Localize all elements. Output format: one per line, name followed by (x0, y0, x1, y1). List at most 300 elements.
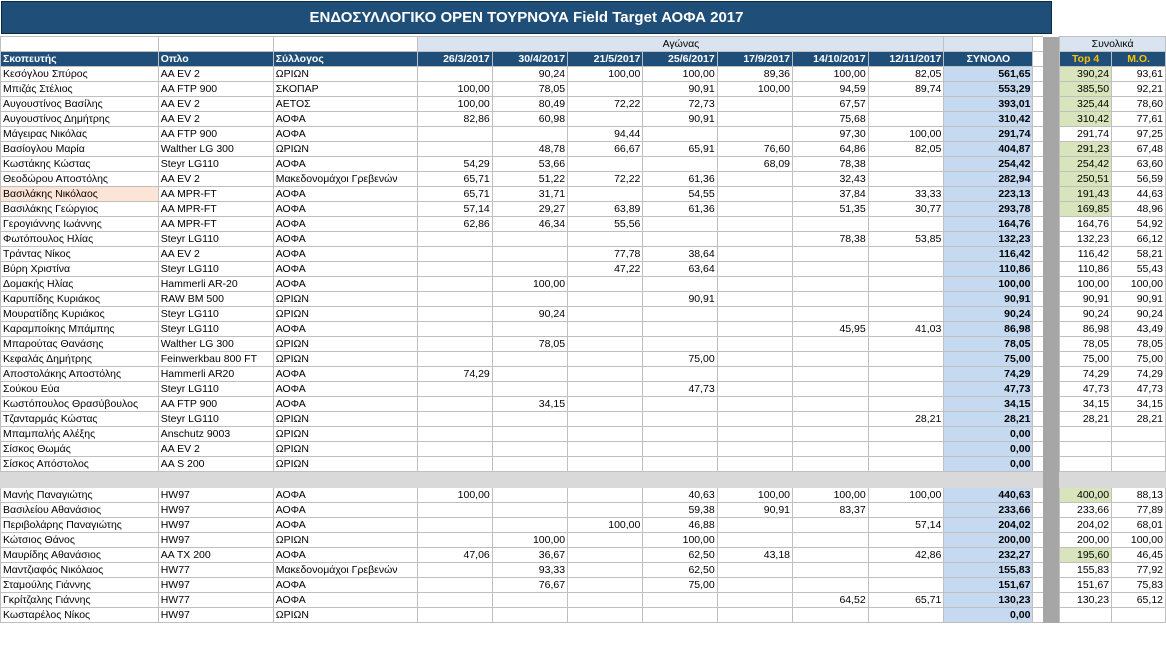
total-cell[interactable]: 155,83 (944, 563, 1033, 578)
shooter-name-cell[interactable]: Φωτόπουλος Ηλίας (1, 232, 159, 247)
weapon-cell[interactable]: AA EV 2 (158, 97, 273, 112)
club-cell[interactable]: ΑΟΦΑ (273, 322, 418, 337)
score-cell[interactable]: 60,98 (492, 112, 567, 127)
score-cell[interactable]: 75,00 (643, 352, 717, 367)
score-cell[interactable]: 64,52 (793, 593, 869, 608)
top4-cell[interactable]: 250,51 (1060, 172, 1112, 187)
score-cell[interactable] (793, 277, 869, 292)
club-cell[interactable]: ΩΡΙΩΝ (273, 307, 418, 322)
score-cell[interactable] (717, 608, 792, 623)
weapon-cell[interactable]: Hammerli AR20 (158, 367, 273, 382)
score-cell[interactable] (492, 382, 567, 397)
avg-cell[interactable]: 75,83 (1112, 578, 1166, 593)
score-cell[interactable]: 100,00 (568, 67, 643, 82)
weapon-cell[interactable]: Steyr LG110 (158, 382, 273, 397)
score-cell[interactable]: 65,71 (418, 172, 492, 187)
score-cell[interactable] (717, 97, 792, 112)
weapon-cell[interactable]: HW97 (158, 533, 273, 548)
score-cell[interactable] (418, 533, 492, 548)
score-cell[interactable] (418, 337, 492, 352)
score-cell[interactable]: 100,00 (717, 82, 792, 97)
score-cell[interactable]: 45,95 (793, 322, 869, 337)
club-cell[interactable]: ΑΟΦΑ (273, 488, 418, 503)
score-cell[interactable] (793, 442, 869, 457)
shooter-name-cell[interactable]: Μαντζιαφός Νικόλαος (1, 563, 159, 578)
score-cell[interactable] (643, 337, 717, 352)
score-cell[interactable]: 72,22 (568, 172, 643, 187)
avg-cell[interactable]: 68,01 (1112, 518, 1166, 533)
total-cell[interactable]: 293,78 (944, 202, 1033, 217)
score-cell[interactable] (418, 518, 492, 533)
top4-cell[interactable] (1060, 608, 1112, 623)
club-cell[interactable]: ΑΕΤΟΣ (273, 97, 418, 112)
score-cell[interactable]: 72,73 (643, 97, 717, 112)
weapon-cell[interactable]: HW97 (158, 488, 273, 503)
score-cell[interactable]: 36,67 (492, 548, 567, 563)
score-cell[interactable] (568, 307, 643, 322)
shooter-name-cell[interactable]: Κωστόπουλος Θρασύβουλος (1, 397, 159, 412)
club-cell[interactable]: ΣΚΟΠΑΡ (273, 82, 418, 97)
score-cell[interactable] (568, 292, 643, 307)
avg-cell[interactable]: 90,91 (1112, 292, 1166, 307)
score-cell[interactable] (868, 397, 944, 412)
score-cell[interactable] (418, 277, 492, 292)
weapon-cell[interactable]: AA S 200 (158, 457, 273, 472)
score-cell[interactable] (868, 427, 944, 442)
total-cell[interactable]: 132,23 (944, 232, 1033, 247)
avg-cell[interactable]: 97,25 (1112, 127, 1166, 142)
score-cell[interactable] (492, 608, 567, 623)
weapon-cell[interactable]: Walther LG 300 (158, 337, 273, 352)
score-cell[interactable] (868, 352, 944, 367)
score-cell[interactable] (793, 367, 869, 382)
shooter-name-cell[interactable]: Μανής Παναγιώτης (1, 488, 159, 503)
shooter-name-cell[interactable]: Δομακής Ηλίας (1, 277, 159, 292)
score-cell[interactable] (418, 412, 492, 427)
weapon-cell[interactable]: HW97 (158, 518, 273, 533)
weapon-cell[interactable]: AA EV 2 (158, 67, 273, 82)
shooter-name-cell[interactable]: Κεσόγλου Σπύρος (1, 67, 159, 82)
score-cell[interactable] (568, 232, 643, 247)
top4-cell[interactable]: 169,85 (1060, 202, 1112, 217)
score-cell[interactable]: 93,33 (492, 563, 567, 578)
shooter-name-cell[interactable]: Σταμούλης Γιάννης (1, 578, 159, 593)
score-cell[interactable] (643, 397, 717, 412)
score-cell[interactable] (793, 457, 869, 472)
avg-cell[interactable]: 92,21 (1112, 82, 1166, 97)
club-cell[interactable]: ΩΡΙΩΝ (273, 412, 418, 427)
score-cell[interactable] (793, 247, 869, 262)
club-cell[interactable]: ΩΡΙΩΝ (273, 533, 418, 548)
score-cell[interactable] (793, 292, 869, 307)
shooter-name-cell[interactable]: Κεφαλάς Δημήτρης (1, 352, 159, 367)
score-cell[interactable] (418, 322, 492, 337)
total-cell[interactable]: 86,98 (944, 322, 1033, 337)
score-cell[interactable]: 41,03 (868, 322, 944, 337)
club-cell[interactable]: ΑΟΦΑ (273, 367, 418, 382)
total-cell[interactable]: 233,66 (944, 503, 1033, 518)
score-cell[interactable] (868, 533, 944, 548)
shooter-name-cell[interactable]: Γερογιάννης Ιωάννης (1, 217, 159, 232)
score-cell[interactable]: 76,67 (492, 578, 567, 593)
shooter-name-cell[interactable]: Μάγειρας Νικόλας (1, 127, 159, 142)
score-cell[interactable] (492, 457, 567, 472)
score-cell[interactable]: 31,71 (492, 187, 567, 202)
score-cell[interactable] (418, 563, 492, 578)
avg-cell[interactable]: 78,05 (1112, 337, 1166, 352)
score-cell[interactable] (492, 262, 567, 277)
score-cell[interactable] (868, 172, 944, 187)
score-cell[interactable] (418, 442, 492, 457)
weapon-cell[interactable]: Steyr LG110 (158, 412, 273, 427)
total-cell[interactable]: 561,65 (944, 67, 1033, 82)
total-cell[interactable]: 34,15 (944, 397, 1033, 412)
score-cell[interactable]: 94,59 (793, 82, 869, 97)
total-cell[interactable]: 291,74 (944, 127, 1033, 142)
weapon-cell[interactable]: HW77 (158, 593, 273, 608)
score-cell[interactable]: 90,91 (643, 292, 717, 307)
score-cell[interactable] (492, 292, 567, 307)
score-cell[interactable] (568, 442, 643, 457)
score-cell[interactable] (568, 112, 643, 127)
score-cell[interactable] (492, 488, 567, 503)
club-cell[interactable]: ΩΡΙΩΝ (273, 427, 418, 442)
score-cell[interactable] (418, 382, 492, 397)
total-cell[interactable]: 28,21 (944, 412, 1033, 427)
score-cell[interactable]: 89,36 (717, 67, 792, 82)
top4-cell[interactable]: 34,15 (1060, 397, 1112, 412)
score-cell[interactable] (643, 157, 717, 172)
weapon-cell[interactable]: HW77 (158, 563, 273, 578)
score-cell[interactable] (418, 457, 492, 472)
avg-cell[interactable]: 77,92 (1112, 563, 1166, 578)
score-cell[interactable] (643, 232, 717, 247)
score-cell[interactable] (568, 337, 643, 352)
score-cell[interactable] (717, 172, 792, 187)
top4-cell[interactable]: 90,24 (1060, 307, 1112, 322)
weapon-cell[interactable]: AA FTP 900 (158, 397, 273, 412)
avg-cell[interactable]: 100,00 (1112, 277, 1166, 292)
score-cell[interactable] (717, 412, 792, 427)
score-cell[interactable] (793, 608, 869, 623)
score-cell[interactable]: 100,00 (492, 277, 567, 292)
score-cell[interactable] (793, 533, 869, 548)
score-cell[interactable]: 62,50 (643, 548, 717, 563)
weapon-cell[interactable]: HW97 (158, 608, 273, 623)
score-cell[interactable]: 65,71 (418, 187, 492, 202)
score-cell[interactable]: 100,00 (492, 533, 567, 548)
top4-cell[interactable]: 151,67 (1060, 578, 1112, 593)
score-cell[interactable] (418, 67, 492, 82)
club-cell[interactable]: ΑΟΦΑ (273, 518, 418, 533)
total-cell[interactable]: 204,02 (944, 518, 1033, 533)
score-cell[interactable]: 30,77 (868, 202, 944, 217)
club-cell[interactable]: ΩΡΙΩΝ (273, 352, 418, 367)
club-cell[interactable]: ΑΟΦΑ (273, 277, 418, 292)
score-cell[interactable] (793, 548, 869, 563)
score-cell[interactable]: 89,74 (868, 82, 944, 97)
score-cell[interactable] (793, 427, 869, 442)
score-cell[interactable] (717, 518, 792, 533)
score-cell[interactable] (643, 442, 717, 457)
top4-cell[interactable]: 130,23 (1060, 593, 1112, 608)
avg-cell[interactable]: 28,21 (1112, 412, 1166, 427)
club-cell[interactable]: ΑΟΦΑ (273, 112, 418, 127)
score-cell[interactable] (868, 578, 944, 593)
score-cell[interactable] (418, 608, 492, 623)
score-cell[interactable]: 67,57 (793, 97, 869, 112)
score-cell[interactable]: 43,18 (717, 548, 792, 563)
score-cell[interactable]: 100,00 (418, 97, 492, 112)
top4-cell[interactable] (1060, 457, 1112, 472)
club-cell[interactable]: ΩΡΙΩΝ (273, 67, 418, 82)
score-cell[interactable]: 66,67 (568, 142, 643, 157)
score-cell[interactable] (568, 352, 643, 367)
shooter-name-cell[interactable]: Θεοδώρου Αποστόλης (1, 172, 159, 187)
club-cell[interactable]: ΑΟΦΑ (273, 187, 418, 202)
avg-cell[interactable]: 100,00 (1112, 533, 1166, 548)
score-cell[interactable] (868, 277, 944, 292)
score-cell[interactable] (717, 533, 792, 548)
avg-cell[interactable]: 77,61 (1112, 112, 1166, 127)
score-cell[interactable] (418, 397, 492, 412)
score-cell[interactable] (418, 307, 492, 322)
top4-cell[interactable]: 390,24 (1060, 67, 1112, 82)
club-cell[interactable]: ΩΡΙΩΝ (273, 608, 418, 623)
score-cell[interactable]: 65,71 (868, 593, 944, 608)
score-cell[interactable] (568, 503, 643, 518)
score-cell[interactable] (418, 503, 492, 518)
score-cell[interactable] (643, 427, 717, 442)
total-cell[interactable]: 90,91 (944, 292, 1033, 307)
avg-cell[interactable] (1112, 427, 1166, 442)
club-cell[interactable]: ΑΟΦΑ (273, 593, 418, 608)
score-cell[interactable] (643, 608, 717, 623)
score-cell[interactable]: 63,64 (643, 262, 717, 277)
weapon-cell[interactable]: AA EV 2 (158, 247, 273, 262)
top4-cell[interactable]: 155,83 (1060, 563, 1112, 578)
total-cell[interactable]: 130,23 (944, 593, 1033, 608)
top4-cell[interactable]: 200,00 (1060, 533, 1112, 548)
score-cell[interactable] (717, 307, 792, 322)
score-cell[interactable] (717, 187, 792, 202)
top4-cell[interactable]: 74,29 (1060, 367, 1112, 382)
avg-cell[interactable]: 56,59 (1112, 172, 1166, 187)
total-cell[interactable]: 232,27 (944, 548, 1033, 563)
avg-cell[interactable]: 44,63 (1112, 187, 1166, 202)
total-cell[interactable]: 0,00 (944, 608, 1033, 623)
score-cell[interactable]: 63,89 (568, 202, 643, 217)
club-cell[interactable]: Μακεδονομάχοι Γρεβενών (273, 563, 418, 578)
score-cell[interactable]: 82,86 (418, 112, 492, 127)
club-cell[interactable]: ΑΟΦΑ (273, 262, 418, 277)
avg-cell[interactable]: 63,60 (1112, 157, 1166, 172)
score-cell[interactable] (643, 593, 717, 608)
weapon-cell[interactable]: AA FTP 900 (158, 127, 273, 142)
shooter-name-cell[interactable]: Αυγουστίνος Δημήτρης (1, 112, 159, 127)
score-cell[interactable] (717, 593, 792, 608)
score-cell[interactable]: 54,29 (418, 157, 492, 172)
score-cell[interactable] (418, 142, 492, 157)
shooter-name-cell[interactable]: Αποστολάκης Αποστόλης (1, 367, 159, 382)
top4-cell[interactable]: 310,42 (1060, 112, 1112, 127)
score-cell[interactable] (868, 307, 944, 322)
club-cell[interactable]: ΑΟΦΑ (273, 578, 418, 593)
score-cell[interactable] (568, 367, 643, 382)
score-cell[interactable]: 100,00 (568, 518, 643, 533)
score-cell[interactable] (717, 382, 792, 397)
top4-cell[interactable] (1060, 442, 1112, 457)
shooter-name-cell[interactable]: Σίσκος Θωμάς (1, 442, 159, 457)
score-cell[interactable] (568, 593, 643, 608)
top4-cell[interactable]: 90,91 (1060, 292, 1112, 307)
weapon-cell[interactable]: RAW BM 500 (158, 292, 273, 307)
score-cell[interactable]: 100,00 (717, 488, 792, 503)
weapon-cell[interactable]: Anschutz 9003 (158, 427, 273, 442)
score-cell[interactable] (492, 593, 567, 608)
weapon-cell[interactable]: Walther LG 300 (158, 142, 273, 157)
score-cell[interactable] (492, 518, 567, 533)
score-cell[interactable] (868, 608, 944, 623)
score-cell[interactable] (793, 382, 869, 397)
score-cell[interactable] (418, 352, 492, 367)
score-cell[interactable] (717, 578, 792, 593)
shooter-name-cell[interactable]: Βύρη Χριστίνα (1, 262, 159, 277)
score-cell[interactable] (643, 367, 717, 382)
score-cell[interactable]: 51,22 (492, 172, 567, 187)
score-cell[interactable] (868, 292, 944, 307)
score-cell[interactable] (568, 322, 643, 337)
score-cell[interactable]: 78,38 (793, 157, 869, 172)
score-cell[interactable] (643, 277, 717, 292)
score-cell[interactable]: 57,14 (868, 518, 944, 533)
avg-cell[interactable]: 78,60 (1112, 97, 1166, 112)
score-cell[interactable]: 75,68 (793, 112, 869, 127)
club-cell[interactable]: ΑΟΦΑ (273, 397, 418, 412)
total-cell[interactable]: 74,29 (944, 367, 1033, 382)
club-cell[interactable]: ΩΡΙΩΝ (273, 337, 418, 352)
score-cell[interactable] (643, 412, 717, 427)
score-cell[interactable] (793, 307, 869, 322)
score-cell[interactable] (492, 412, 567, 427)
score-cell[interactable] (568, 187, 643, 202)
score-cell[interactable]: 47,73 (643, 382, 717, 397)
score-cell[interactable]: 32,43 (793, 172, 869, 187)
score-cell[interactable] (868, 112, 944, 127)
avg-cell[interactable]: 34,15 (1112, 397, 1166, 412)
avg-cell[interactable]: 55,43 (1112, 262, 1166, 277)
score-cell[interactable] (418, 232, 492, 247)
avg-cell[interactable]: 47,73 (1112, 382, 1166, 397)
avg-cell[interactable]: 65,12 (1112, 593, 1166, 608)
score-cell[interactable] (717, 112, 792, 127)
avg-cell[interactable] (1112, 457, 1166, 472)
weapon-cell[interactable]: AA EV 2 (158, 172, 273, 187)
club-cell[interactable]: ΑΟΦΑ (273, 503, 418, 518)
score-cell[interactable] (868, 503, 944, 518)
score-cell[interactable] (568, 457, 643, 472)
shooter-name-cell[interactable]: Μπαμπαλής Αλέξης (1, 427, 159, 442)
shooter-name-cell[interactable]: Μουρατίδης Κυριάκος (1, 307, 159, 322)
score-cell[interactable]: 82,05 (868, 67, 944, 82)
weapon-cell[interactable]: AA EV 2 (158, 112, 273, 127)
total-cell[interactable]: 310,42 (944, 112, 1033, 127)
top4-cell[interactable]: 132,23 (1060, 232, 1112, 247)
weapon-cell[interactable]: Steyr LG110 (158, 232, 273, 247)
score-cell[interactable]: 74,29 (418, 367, 492, 382)
score-cell[interactable] (717, 367, 792, 382)
score-cell[interactable]: 78,05 (492, 337, 567, 352)
score-cell[interactable] (793, 337, 869, 352)
score-cell[interactable]: 33,33 (868, 187, 944, 202)
score-cell[interactable] (568, 82, 643, 97)
score-cell[interactable]: 34,15 (492, 397, 567, 412)
score-cell[interactable]: 100,00 (418, 82, 492, 97)
score-cell[interactable] (643, 307, 717, 322)
score-cell[interactable] (643, 457, 717, 472)
shooter-name-cell[interactable]: Βασιλάκης Νικόλαος (1, 187, 159, 202)
avg-cell[interactable]: 54,92 (1112, 217, 1166, 232)
total-cell[interactable]: 100,00 (944, 277, 1033, 292)
score-cell[interactable]: 90,24 (492, 307, 567, 322)
total-cell[interactable]: 223,13 (944, 187, 1033, 202)
score-cell[interactable]: 37,84 (793, 187, 869, 202)
score-cell[interactable]: 53,85 (868, 232, 944, 247)
score-cell[interactable]: 61,36 (643, 172, 717, 187)
shooter-name-cell[interactable]: Βασίογλου Μαρία (1, 142, 159, 157)
top4-cell[interactable]: 100,00 (1060, 277, 1112, 292)
weapon-cell[interactable]: AA MPR-FT (158, 217, 273, 232)
score-cell[interactable] (793, 518, 869, 533)
avg-cell[interactable]: 75,00 (1112, 352, 1166, 367)
score-cell[interactable] (717, 202, 792, 217)
score-cell[interactable] (868, 97, 944, 112)
score-cell[interactable]: 72,22 (568, 97, 643, 112)
club-cell[interactable]: Μακεδονομάχοι Γρεβενών (273, 172, 418, 187)
score-cell[interactable]: 94,44 (568, 127, 643, 142)
total-cell[interactable]: 90,24 (944, 307, 1033, 322)
score-cell[interactable]: 46,34 (492, 217, 567, 232)
score-cell[interactable] (717, 352, 792, 367)
total-cell[interactable]: 78,05 (944, 337, 1033, 352)
shooter-name-cell[interactable]: Αυγουστίνος Βασίλης (1, 97, 159, 112)
shooter-name-cell[interactable]: Καραμποίκης Μπάμπης (1, 322, 159, 337)
club-cell[interactable]: ΑΟΦΑ (273, 232, 418, 247)
avg-cell[interactable] (1112, 608, 1166, 623)
score-cell[interactable] (793, 352, 869, 367)
score-cell[interactable] (568, 548, 643, 563)
club-cell[interactable]: ΑΟΦΑ (273, 127, 418, 142)
top4-cell[interactable] (1060, 427, 1112, 442)
top4-cell[interactable]: 110,86 (1060, 262, 1112, 277)
total-cell[interactable]: 47,73 (944, 382, 1033, 397)
total-cell[interactable]: 282,94 (944, 172, 1033, 187)
shooter-name-cell[interactable]: Κωστάκης Κώστας (1, 157, 159, 172)
total-cell[interactable]: 404,87 (944, 142, 1033, 157)
score-cell[interactable]: 64,86 (793, 142, 869, 157)
score-cell[interactable]: 90,91 (643, 112, 717, 127)
score-cell[interactable]: 54,55 (643, 187, 717, 202)
score-cell[interactable] (418, 578, 492, 593)
score-cell[interactable] (793, 397, 869, 412)
shooter-name-cell[interactable]: Μαυρίδης Αθανάσιος (1, 548, 159, 563)
weapon-cell[interactable]: HW97 (158, 578, 273, 593)
score-cell[interactable]: 62,50 (643, 563, 717, 578)
score-cell[interactable]: 51,35 (793, 202, 869, 217)
total-cell[interactable]: 116,42 (944, 247, 1033, 262)
score-cell[interactable] (643, 322, 717, 337)
avg-cell[interactable]: 77,89 (1112, 503, 1166, 518)
